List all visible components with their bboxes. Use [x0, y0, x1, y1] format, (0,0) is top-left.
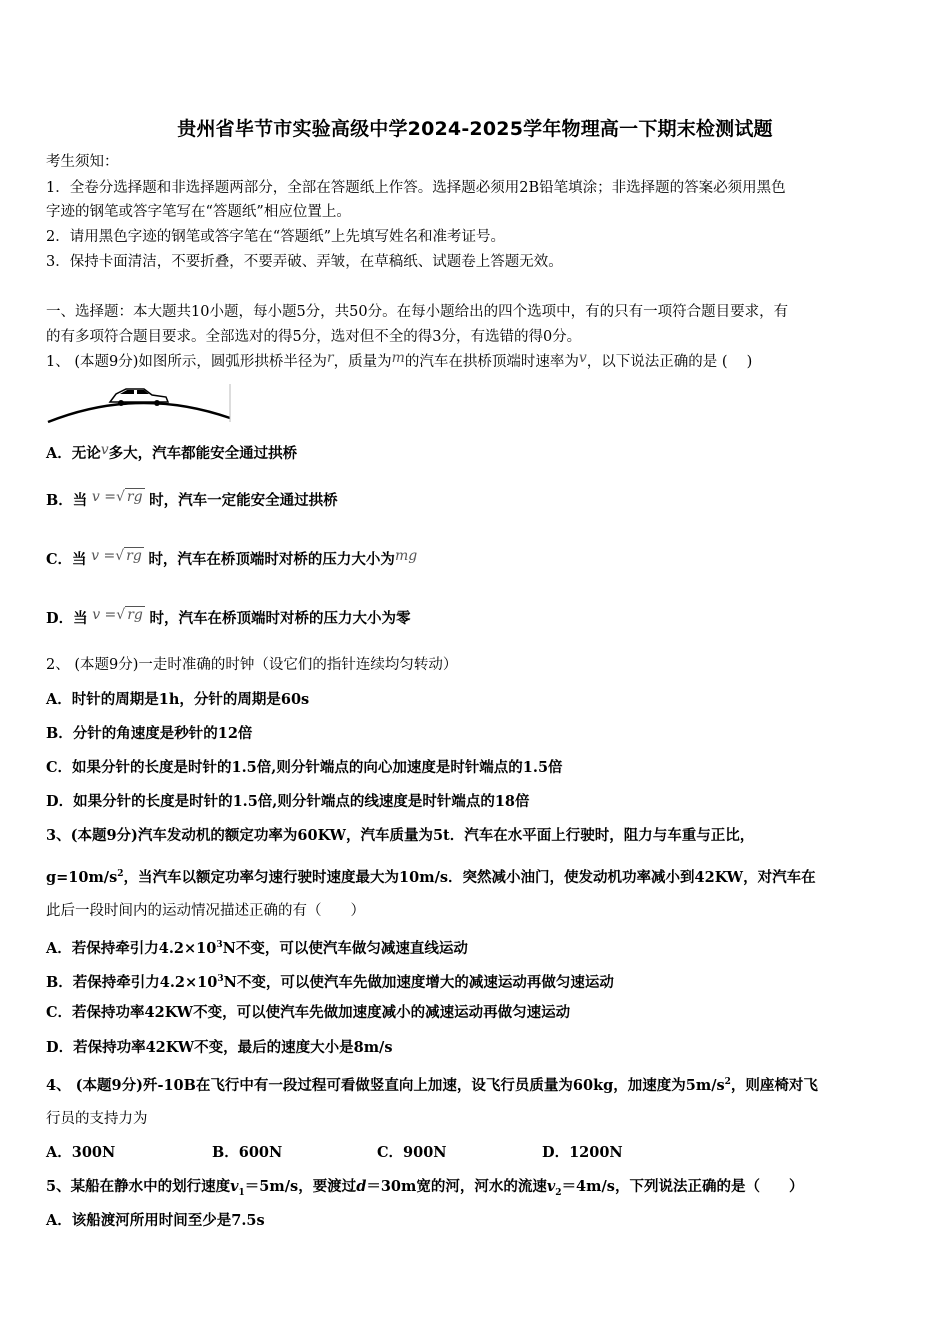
symbol-mg: mg: [394, 548, 418, 564]
q2-option-c: C．如果分针的长度是时针的1.5倍,则分针端点的向心加速度是时针端点的1.5倍: [46, 759, 563, 776]
q3-option-d: D．若保持功率42KW不变，最后的速度大小是8m/s: [46, 1039, 393, 1056]
formula-v-sqrt-rg: v =√ rg: [91, 489, 143, 505]
formula-v-sqrt-rg: v =√ rg: [91, 548, 142, 564]
q1-option-b: B．当 v =√ rg 时，汽车一定能安全通过拱桥: [46, 489, 338, 509]
notice-item: 1．全卷分选择题和非选择题两部分，全部在答题纸上作答。选择题必须用2B铅笔填涂；非选择题的答案必须用黑色: [46, 180, 786, 196]
q3-option-b: B．若保持牵引力$4.2\times 10^3N$不变，可以使汽车先做加速度增大的减速运动再做匀速运动: [46, 973, 614, 991]
notice-item: 字迹的钢笔或答字笔写在“答题纸”相应位置上。: [46, 204, 351, 220]
question-4-stem: 行员的支持力为: [46, 1111, 148, 1127]
question-5-stem: 5、某船在静水中的划行速度$v_1=5m/s$，要渡过d＝30m宽的河，河水的流速$v_2=4m/s$，下列说法正确的是（ ）: [46, 1178, 804, 1198]
question-2-stem: 2、 (本题9分)一走时准确的时钟（设它们的指针连续均匀转动）: [46, 657, 458, 673]
q4-option-b: B．600N: [212, 1144, 283, 1161]
q1-option-a: A．无论v多大，汽车都能安全通过拱桥: [46, 442, 298, 462]
notice-heading: 考生须知：: [46, 154, 119, 170]
symbol-m: m: [391, 350, 405, 366]
arch-bridge-car-figure: [46, 382, 232, 426]
notice-item: 3．保持卡面清洁，不要折叠，不要弄破、弄皱，在草稿纸、试题卷上答题无效。: [46, 254, 563, 270]
q2-option-d: D．如果分针的长度是时针的1.5倍,则分针端点的线速度是时针端点的18倍: [46, 793, 530, 810]
q3-option-a: A．若保持牵引力$4.2\times 10^3N$不变，可以使汽车做匀减速直线运动: [46, 939, 468, 957]
question-3-stem: 此后一段时间内的运动情况描述正确的有（ ）: [46, 903, 365, 919]
q1-option-c: C．当 v =√ rg 时，汽车在桥顶端时对桥的压力大小为mg: [46, 548, 418, 568]
question-1-stem: [46, 352, 908, 372]
section-intro: 一、选择题：本大题共10小题，每小题5分，共50分。在每小题给出的四个选项中，有的只有一项符合题目要求，有: [46, 304, 789, 320]
q2-option-b: B．分针的角速度是秒针的12倍: [46, 725, 253, 742]
formula-v-sqrt-rg: v =√ rg: [92, 607, 143, 623]
question-3-stem: $g=10m/s^2$，当汽车以额定功率匀速行驶时速度最大为10m/s．突然减小油门，使发动机功率减小到42KW，对汽车在: [46, 868, 816, 886]
section-intro: 的有多项符合题目要求。全部选对的得5分，选对但不全的得3分，有选错的得0分。: [46, 329, 582, 345]
q4-option-d: D．1200N: [542, 1144, 623, 1161]
q1-option-d: D．当 v =√ rg 时，汽车在桥顶端时对桥的压力大小为零: [46, 607, 411, 627]
q4-option-a: A．300N: [46, 1144, 116, 1161]
q2-option-a: A．时针的周期是1h，分针的周期是60s: [46, 691, 310, 708]
q1-text: ，以下说法正确的是 ( ): [586, 354, 753, 370]
symbol-r: r: [326, 350, 334, 366]
notice-item: 2．请用黑色字迹的钢笔或答字笔在“答题纸”上先填写姓名和准考证号。: [46, 229, 506, 245]
q4-option-c: C．900N: [377, 1144, 447, 1161]
symbol-v: v: [578, 350, 587, 366]
symbol-v: v: [100, 442, 109, 458]
page-title: 贵州省毕节市实验高级中学2024-2025学年物理高一下期末检测试题: [177, 118, 773, 140]
q3-option-c: C．若保持功率42KW不变，可以使汽车先做加速度减小的减速运动再做匀速运动: [46, 1004, 571, 1021]
q1-text: 1、 (本题9分)如图所示，圆弧形拱桥半径为: [46, 354, 327, 370]
question-4-stem: 4、 (本题9分)歼-10B在飞行中有一段过程可看做竖直向上加速，设飞行员质量为60kg，加速度为$5m/s^2$，则座椅对飞: [46, 1076, 818, 1094]
q1-text: 的汽车在拱桥顶端时速率为: [404, 354, 579, 370]
q5-option-a: A．该船渡河所用时间至少是7.5s: [46, 1212, 265, 1229]
question-3-stem: 3、(本题9分)汽车发动机的额定功率为60KW，汽车质量为5t．汽车在水平面上行驶时，阻力与车重与正比，: [46, 827, 755, 844]
q1-text: ，质量为: [333, 354, 392, 370]
